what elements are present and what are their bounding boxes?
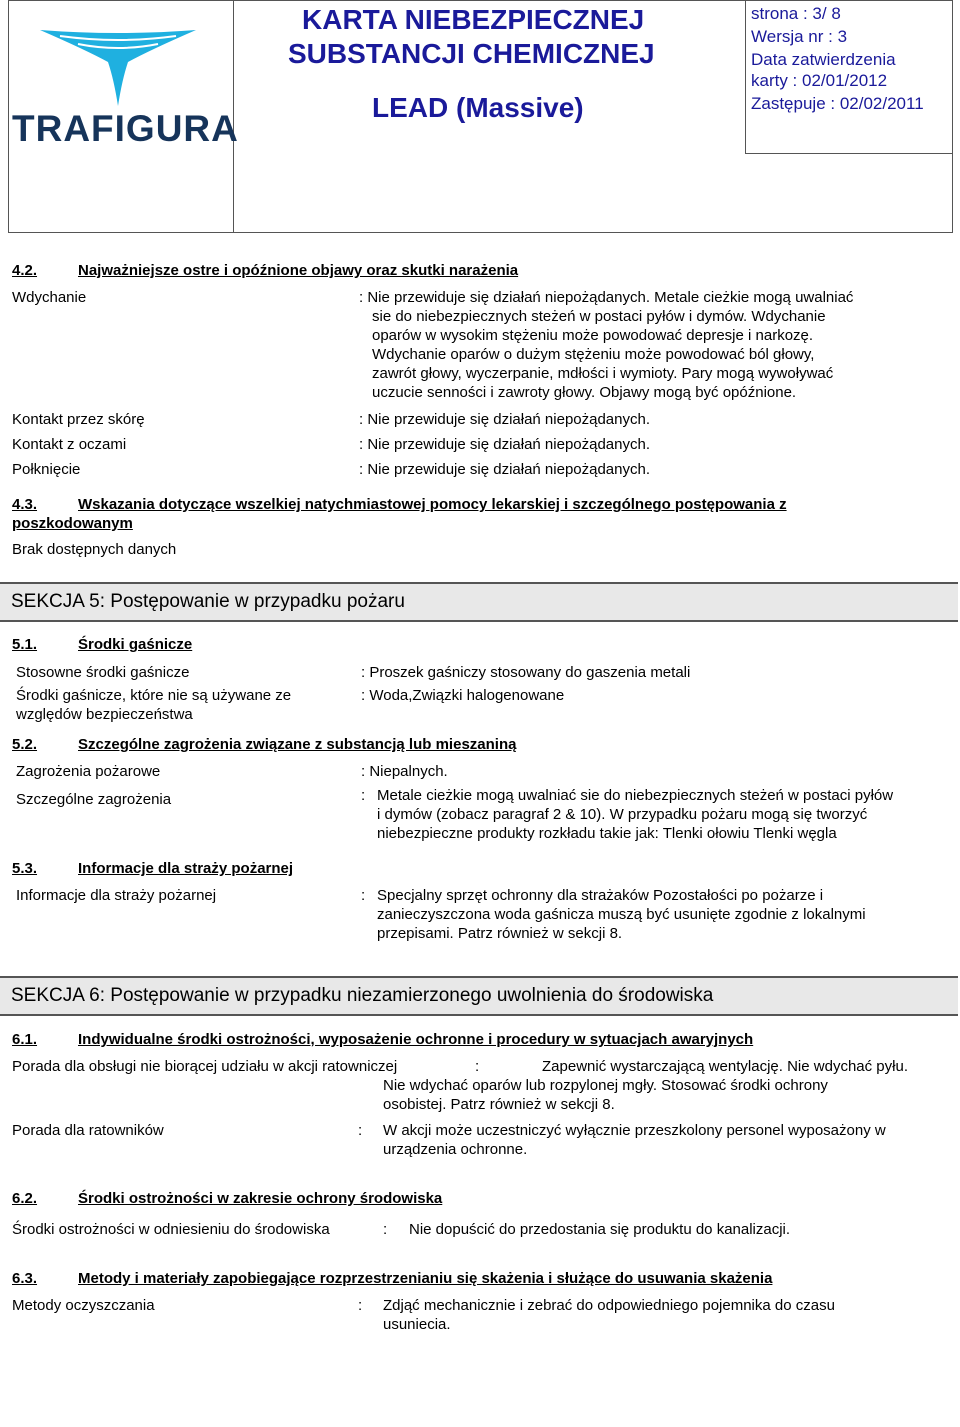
section-4-3-title-line1: Wskazania dotyczące wszelkiej natychmiastowej pomocy lekarskiej i szczególnego postępowania z bbox=[78, 496, 787, 513]
cleanup-methods-value: Zdjąć mechanicznie i zebrać do odpowiedniego pojemnika do czasu usuniecia. bbox=[383, 1297, 835, 1333]
environmental-colon: : bbox=[383, 1221, 388, 1238]
firefighter-info-value: Specjalny sprzęt ochronny dla strażaków Pozostałości po pożarze i zanieczyszczona woda gaśnicza muszą być usunięte zgodnie z lokalnymi przepisami. Patrz również w sekcji 8. bbox=[377, 887, 866, 942]
row-label-ingestion: Połknięcie bbox=[12, 461, 81, 478]
section-6-1-title: Indywidualne środki ostrożności, wyposażenie ochronne i procedury w sytuacjach awaryjnych bbox=[78, 1031, 754, 1048]
section-5-2-number: 5.2. bbox=[12, 736, 38, 753]
non-emergency-colon: : bbox=[475, 1058, 480, 1075]
section-4-3-text: Brak dostępnych danych bbox=[12, 541, 177, 558]
fire-hazards-label: Zagrożenia pożarowe bbox=[16, 763, 161, 780]
section-5-1-title: Środki gaśnicze bbox=[78, 636, 193, 653]
section-5-1-number: 5.1. bbox=[12, 636, 38, 653]
section-6-heading bbox=[0, 976, 958, 1016]
suitable-extinguishing-value: : Proszek gaśniczy stosowany do gaszenia metali bbox=[361, 664, 691, 681]
section-5-2-title: Szczególne zagrożenia związane z substancją lub mieszaniną bbox=[78, 736, 517, 753]
special-hazards-colon: : bbox=[361, 787, 366, 804]
section-5-heading bbox=[0, 582, 958, 622]
section-4-2-title: Najważniejsze ostre i opóźnione objawy oraz skutki narażenia bbox=[78, 262, 519, 279]
section-6-2-title: Środki ostrożności w zakresie ochrony środowiska bbox=[78, 1190, 443, 1207]
document-title-line1: KARTA NIEBEZPIECZNEJ bbox=[302, 4, 645, 35]
responders-colon: : bbox=[358, 1122, 363, 1139]
replaces-date: Zastępuje : 02/02/2011 bbox=[751, 94, 924, 113]
responders-value: W akcji może uczestniczyć wyłącznie przeszkolony personel wyposażony w urządzenia ochronne. bbox=[383, 1122, 886, 1158]
version-number: Wersja nr : 3 bbox=[751, 27, 848, 46]
row-value-inhalation: : Nie przewiduje się działań niepożądanych. Metale cieżkie mogą uwalniać sie do niebezpiecznych steżeń w postaci pyłów i dymów. Wdychanie oparów w wysokim stężeniu może powodować depresje i narkozę. Wdychanie oparów o dużym stężeniu może powodować ból głowy, zawrót głowy, wyczerpanie, mdłości i wymioty. Pary mogą wywoływać uczucie senności i zawroty głowy. Objawy mogą być opóźnione. bbox=[359, 289, 854, 401]
non-emergency-value-rest: Nie wdychać oparów lub rozpylonej mgły. Stosować środki ochrony osobistej. Patrz również w sekcji 8. bbox=[383, 1077, 828, 1113]
section-5-3-title: Informacje dla straży pożarnej bbox=[78, 860, 294, 877]
company-name: TRAFIGURA bbox=[12, 108, 239, 149]
section-4-3-title-line2: poszkodowanym bbox=[12, 515, 133, 532]
row-label-skin: Kontakt przez skórę bbox=[12, 411, 145, 428]
page-number: strona : 3/ 8 bbox=[751, 4, 841, 23]
row-value-eyes: : Nie przewiduje się działań niepożądanych. bbox=[359, 436, 651, 453]
logo-mark-icon bbox=[40, 30, 196, 106]
row-value-ingestion: : Nie przewiduje się działań niepożądanych. bbox=[359, 461, 651, 478]
row-value-skin: : Nie przewiduje się działań niepożądanych. bbox=[359, 411, 651, 428]
fire-hazards-value: : Niepalnych. bbox=[361, 763, 448, 780]
responders-label: Porada dla ratowników bbox=[12, 1122, 164, 1139]
section-6-2-number: 6.2. bbox=[12, 1190, 38, 1207]
cleanup-methods-label: Metody oczyszczania bbox=[12, 1297, 155, 1314]
section-5-title: SEKCJA 5: Postępowanie w przypadku pożaru bbox=[11, 591, 405, 612]
unsuitable-extinguishing-value: : Woda,Związki halogenowane bbox=[361, 687, 565, 704]
non-emergency-value-line1: Zapewnić wystarczającą wentylację. Nie wdychać pyłu. bbox=[542, 1058, 908, 1075]
environmental-value: Nie dopuścić do przedostania się produktu do kanalizacji. bbox=[409, 1221, 791, 1238]
non-emergency-label: Porada dla obsługi nie biorącej udziału w akcji ratowniczej bbox=[12, 1058, 398, 1075]
firefighter-info-colon: : bbox=[361, 887, 366, 904]
section-4-2-number: 4.2. bbox=[12, 262, 38, 279]
section-6-1-number: 6.1. bbox=[12, 1031, 38, 1048]
cleanup-methods-colon: : bbox=[358, 1297, 363, 1314]
firefighter-info-label: Informacje dla straży pożarnej bbox=[16, 887, 217, 904]
product-name: LEAD (Massive) bbox=[372, 92, 584, 123]
approval-date-value: karty : 02/01/2012 bbox=[751, 71, 888, 90]
section-4-3-number: 4.3. bbox=[12, 496, 38, 513]
section-6-3-number: 6.3. bbox=[12, 1270, 38, 1287]
special-hazards-value: Metale cieżkie mogą uwalniać sie do niebezpiecznych steżeń w postaci pyłów i dymów (zobacz paragraf 2 & 10). W przypadku pożaru mogą się tworzyć niebezpieczne produkty rozkładu takie jak: Tlenki ołowiu Tlenki węgla bbox=[377, 787, 894, 842]
section-6-3-title: Metody i materiały zapobiegające rozprzestrzenianiu się skażenia i służące do usuwania skażenia bbox=[78, 1270, 773, 1287]
suitable-extinguishing-label: Stosowne środki gaśnicze bbox=[16, 664, 190, 681]
row-label-eyes: Kontakt z oczami bbox=[12, 436, 127, 453]
section-6-title: SEKCJA 6: Postępowanie w przypadku niezamierzonego uwolnienia do środowiska bbox=[11, 985, 714, 1006]
row-label-inhalation: Wdychanie bbox=[12, 289, 87, 306]
unsuitable-extinguishing-label: Środki gaśnicze, które nie są używane ze względów bezpieczeństwa bbox=[16, 687, 292, 723]
section-5-3-number: 5.3. bbox=[12, 860, 38, 877]
document-title-line2: SUBSTANCJI CHEMICZNEJ bbox=[288, 38, 655, 69]
special-hazards-label: Szczególne zagrożenia bbox=[16, 791, 172, 808]
approval-date-label: Data zatwierdzenia bbox=[751, 50, 896, 69]
environmental-label: Środki ostrożności w odniesieniu do środowiska bbox=[12, 1221, 330, 1238]
